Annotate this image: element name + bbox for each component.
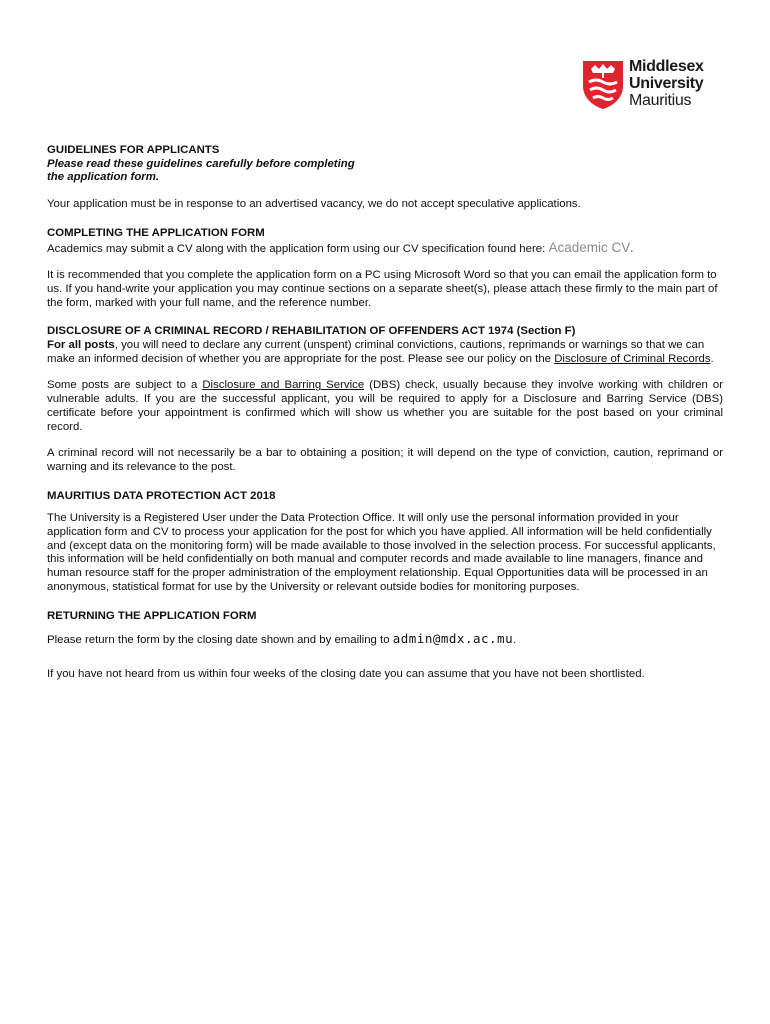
academic-cv-link[interactable]: Academic CV <box>548 239 631 255</box>
guidelines-document <box>47 144 723 682</box>
logo-line-3: Mauritius <box>629 92 692 109</box>
cv-paragraph <box>47 241 723 257</box>
intro-paragraph: Your application must be in response to an advertised vacancy, we do not accept speculative applications. <box>47 198 581 211</box>
disclosure-p2-start: Some posts are subject to a <box>47 379 203 392</box>
crest-icon <box>582 60 624 110</box>
disclosure-paragraph-3: A criminal record will not necessarily be a bar to obtaining a position; it will depend on the type of conviction, caution, reprimand or warning and its relevance to the post. <box>47 447 723 473</box>
disclosure-paragraph-2 <box>47 379 723 434</box>
criminal-records-link[interactable]: Disclosure of Criminal Records <box>554 352 711 365</box>
disclosure-p1-text: , you will need to declare any current (unspent) criminal convictions, cautions, reprimands or warnings so that we can make an informed decision of whether you are appropriate for the post. Please see our policy on the <box>47 339 705 365</box>
page-title: GUIDELINES FOR APPLICANTS <box>47 144 220 156</box>
completing-paragraph-2: It is recommended that you complete the application form on a PC using Microsoft Word so that you can email the application form to us. If you hand-write your application you may continue sections on a separate sheet(s), please attach these firmly to the main part of the form, marked with your full name, and the reference number. <box>47 269 718 309</box>
all-posts-bold: For all posts <box>47 339 115 352</box>
completing-heading: COMPLETING THE APPLICATION FORM <box>47 226 265 239</box>
subtitle-line-1: Please read these guidelines carefully before completing <box>47 157 355 170</box>
returning-p1-text: Please return the form by the closing date shown and by emailing to <box>47 634 393 647</box>
dbs-link[interactable]: Disclosure and Barring Service <box>202 379 365 392</box>
disclosure-p1-end: . <box>710 352 714 365</box>
returning-heading: RETURNING THE APPLICATION FORM <box>47 609 257 622</box>
disclosure-paragraph-1 <box>47 339 723 366</box>
disclosure-p2-text: (DBS) check, usually because they involve working with children or vulnerable adults. If you are the successful applicant, you will be required to apply for a Disclosure and Barring Service (DBS) certificate before your appointment is confirmed which will show us whether you are suitable for the post based on your criminal record. <box>47 379 724 433</box>
university-logo <box>582 58 717 112</box>
returning-paragraph-1 <box>47 632 723 648</box>
logo-wordmark <box>629 58 704 109</box>
cv-end: . <box>630 242 634 255</box>
data-protection-heading: MAURITIUS DATA PROTECTION ACT 2018 <box>47 489 276 502</box>
disclosure-heading: DISCLOSURE OF A CRIMINAL RECORD / REHABILITATION OF OFFENDERS ACT 1974 (Section F) <box>47 325 576 338</box>
subtitle-line-2: the application form. <box>47 171 160 184</box>
logo-line-1: Middlesex <box>629 58 704 75</box>
cv-text: Academics may submit a CV along with the application form using our CV specification found here: <box>47 242 549 255</box>
email-address[interactable]: admin@mdx.ac.mu <box>392 631 514 647</box>
logo-line-2: University <box>629 75 704 92</box>
returning-paragraph-2: If you have not heard from us within four weeks of the closing date you can assume that you have not been shortlisted. <box>47 667 645 680</box>
returning-p1-end: . <box>513 634 517 647</box>
data-protection-paragraph: The University is a Registered User under the Data Protection Office. It will only use the personal information provided in your application form and CV to process your application for the post for which you have applied. All information will be held confidentially and (except data on the monitoring form) will be made available to those involved in the selection process. For successful applicants, this information will be held confidentially on both manual and computer records and made available to line managers, finance and human resource staff for the proper administration of the employment relationship. Equal Opportunities data will be processed in an anonymous, statistical format for use by the University or relevant outside bodies for monitoring purposes. <box>47 512 716 593</box>
